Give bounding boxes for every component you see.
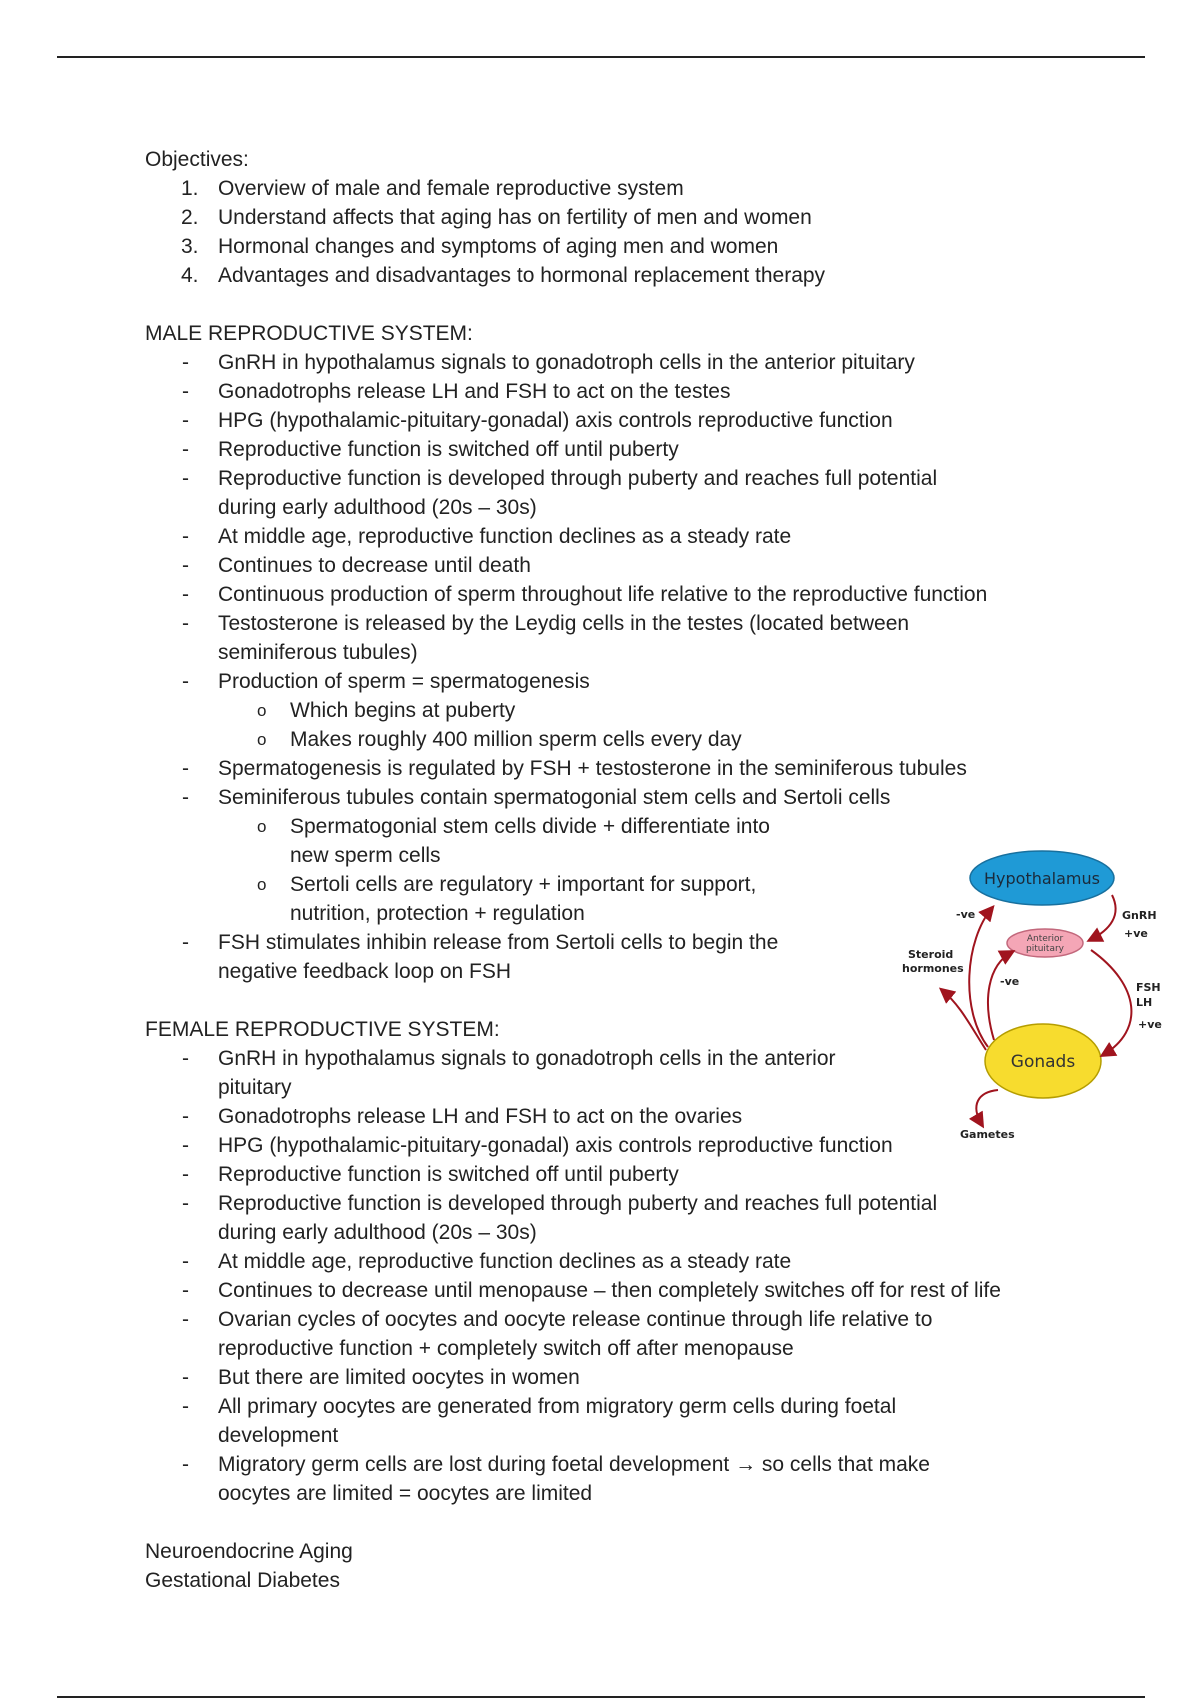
list-item: - All primary oocytes are generated from migratory germ cells during foetal development (182, 1395, 897, 1447)
list-item: - But there are limited oocytes in women (182, 1366, 580, 1389)
list-item: - Gonadotrophs release LH and FSH to act on the testes (182, 380, 731, 403)
list-item: - Reproductive function is developed through puberty and reaches full potential during early adulthood (20s – 30s) (182, 1192, 938, 1244)
steroid-label-2: hormones (902, 962, 964, 975)
hpg-axis-diagram (870, 840, 1180, 1150)
list-item: o Which begins at puberty (257, 699, 516, 722)
list-item: - Production of sperm = spermatogenesis o Which begins at puberty o Makes roughly 400 million sperm cells every day (145, 667, 1145, 754)
gnrh-label: GnRH (1122, 909, 1157, 922)
list-item: - Spermatogenesis is regulated by FSH + testosterone in the seminiferous tubules (182, 757, 967, 780)
list-item: o Makes roughly 400 million sperm cells every day (257, 728, 742, 751)
list-item: - At middle age, reproductive function declines as a steady rate (182, 1250, 792, 1273)
lh-label: LH (1136, 996, 1153, 1009)
negative-feedback-label-2: -ve (1000, 975, 1020, 988)
list-item: - Reproductive function is switched off until puberty (182, 1163, 679, 1186)
top-rule (57, 56, 1145, 58)
objectives-list (145, 174, 1145, 290)
list-item: 2. Understand affects that aging has on fertility of men and women (181, 206, 812, 229)
list-item: - Gonadotrophs release LH and FSH to act on the ovaries (182, 1105, 743, 1128)
link-neuroendocrine-aging[interactable]: Neuroendocrine Aging (145, 1540, 353, 1563)
gnrh-positive-label: +ve (1124, 927, 1148, 940)
hypothalamus-label: Hypothalamus (984, 869, 1100, 888)
male-heading: MALE REPRODUCTIVE SYSTEM: (145, 322, 473, 345)
list-item: 4. Advantages and disadvantages to hormonal replacement therapy (181, 264, 826, 287)
feedback-to-pituitary-arrow (988, 952, 1012, 1040)
list-item: - GnRH in hypothalamus signals to gonadotroph cells in the anterior pituitary (182, 351, 915, 374)
gonads-label: Gonads (1010, 1052, 1076, 1072)
list-item: - HPG (hypothalamic-pituitary-gonadal) axis controls reproductive function (182, 1134, 893, 1157)
feedback-to-hypothalamus-arrow (969, 908, 992, 1047)
link-gestational-diabetes[interactable]: Gestational Diabetes (145, 1569, 340, 1592)
list-item: - GnRH in hypothalamus signals to gonadotroph cells in the anterior pituitary (182, 1047, 836, 1099)
list-item: - Continues to decrease until menopause – then completely switches off for rest of life (182, 1279, 1001, 1302)
related-links (145, 1537, 1145, 1595)
fsh-lh-positive-label: +ve (1138, 1018, 1162, 1031)
fsh-label: FSH (1136, 981, 1161, 994)
gametes-label: Gametes (960, 1128, 1015, 1141)
list-item: o Sertoli cells are regulatory + important for support, nutrition, protection + regulation (257, 873, 757, 925)
gnrh-arrow (1090, 895, 1116, 940)
negative-feedback-label-1: -ve (956, 908, 976, 921)
list-item: - Reproductive function is developed through puberty and reaches full potential during early adulthood (20s – 30s) (182, 467, 938, 519)
list-item: - Ovarian cycles of oocytes and oocyte release continue through life relative to reproductive function + completely switch off after menopause (182, 1308, 933, 1360)
steroid-hormones-arrow (942, 990, 986, 1050)
gametes-arrow (976, 1090, 998, 1125)
list-item: - Migratory germ cells are lost during foetal development → so cells that make oocytes are limited = oocytes are limited (182, 1453, 930, 1505)
spermatogenesis-subitems (145, 696, 1145, 754)
steroid-label-1: Steroid (908, 948, 954, 961)
list-item: - Continuous production of sperm throughout life relative to the reproductive function (182, 583, 988, 606)
list-item: - At middle age, reproductive function declines as a steady rate (182, 525, 792, 548)
list-item: - FSH stimulates inhibin release from Sertoli cells to begin the negative feedback loop on FSH (182, 931, 779, 983)
list-item: 3. Hormonal changes and symptoms of aging men and women (181, 235, 779, 258)
anterior-pituitary-label-2: pituitary (1025, 944, 1065, 954)
objectives-heading: Objectives: (145, 148, 249, 171)
anterior-pituitary-label-1: Anterior (1026, 934, 1064, 944)
list-item: o Spermatogonial stem cells divide + differentiate into new sperm cells (257, 815, 770, 867)
list-item: 1. Overview of male and female reproductive system (181, 177, 684, 200)
list-item: - Continues to decrease until death (182, 554, 531, 577)
list-item: - Seminiferous tubules contain spermatogonial stem cells and Sertoli cells o Spermatogonial stem cells divide + differentiate into new sperm cells o Sertoli cells are regulatory + important for support, nutrition, protection + regulation (145, 783, 1145, 928)
list-item: - Testosterone is released by the Leydig cells in the testes (located between seminiferous tubules) (182, 612, 910, 664)
female-heading: FEMALE REPRODUCTIVE SYSTEM: (145, 1018, 500, 1041)
bottom-rule (57, 1696, 1145, 1698)
list-item: - Reproductive function is switched off until puberty (182, 438, 679, 461)
list-item: - HPG (hypothalamic-pituitary-gonadal) axis controls reproductive function (182, 409, 893, 432)
fsh-lh-arrow (1091, 950, 1131, 1055)
